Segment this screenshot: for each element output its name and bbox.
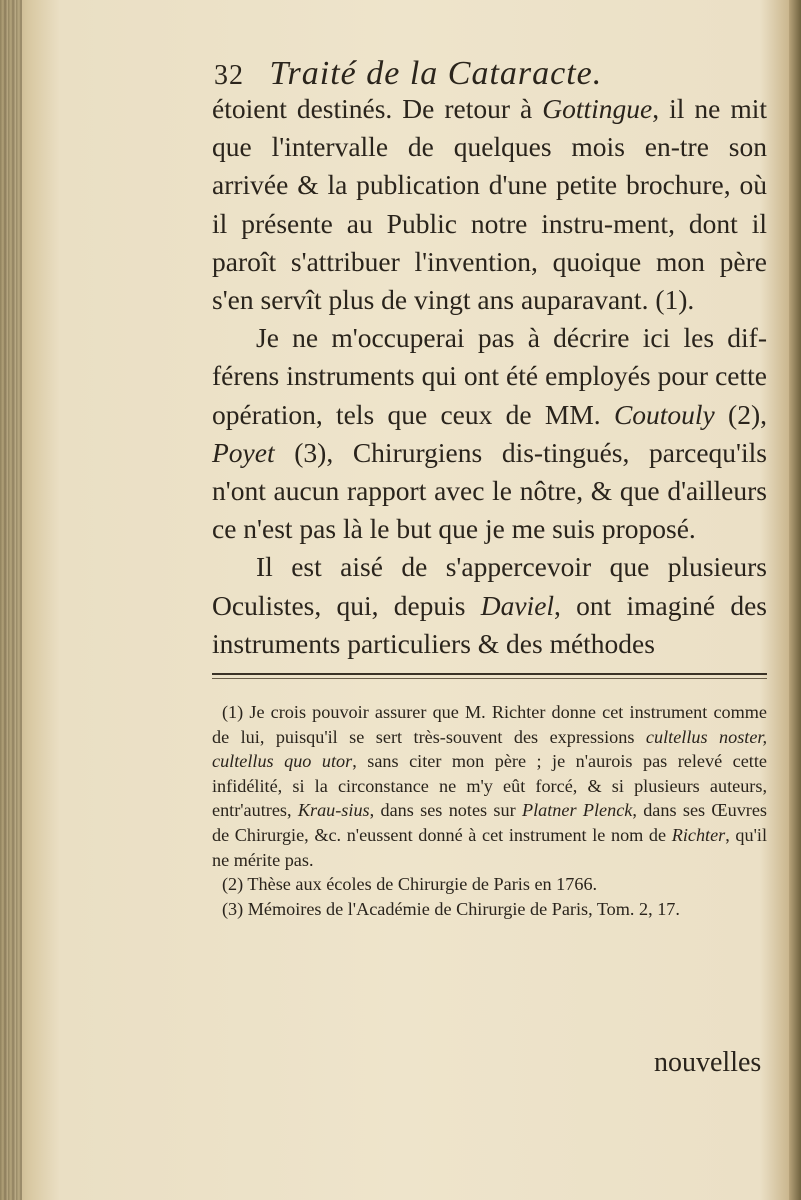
footnote-1	[212, 700, 767, 872]
author-name: Coutouly	[613, 398, 715, 430]
text-span: , ont imaginé des instruments particuliers & des méthodes	[212, 589, 767, 659]
page-header	[214, 55, 602, 93]
running-title: Traité de la Cataracte.	[269, 55, 603, 92]
text-span: étoient destinés. De retour à	[212, 93, 543, 124]
author-name: Daviel	[480, 589, 555, 621]
text-span: Il est aisé de s'appercevoir que plusieurs Oculistes, qui, depuis	[212, 551, 767, 621]
text-span: , il ne mit que l'intervalle de quelques mois en-tre son arrivée & la publication d'une petite brochure, où il présente au Public notre instru-ment, dont il paroît s'attribuer l'invention, quoique mon père s'en servît plus de vingt ans auparavant. (1).	[212, 93, 767, 316]
page-edge	[789, 0, 801, 1200]
paragraph-3	[212, 548, 767, 663]
footnotes	[212, 700, 767, 921]
footnote-2: (2) Thèse aux écoles de Chirurgie de Paris en 1766.	[222, 874, 598, 895]
paragraph-2	[212, 319, 767, 548]
author-name: Richter	[671, 824, 726, 845]
paragraph-1	[212, 90, 767, 319]
page-gutter	[0, 0, 22, 1200]
catchword: nouvelles	[654, 1047, 762, 1078]
text-span: , dans ses Œuvres de Chirurgie, &c. n'eussent donné à cet instrument le nom de	[212, 800, 767, 845]
footnote-rule	[212, 673, 767, 679]
text-span: , sans citer mon père ; je n'aurois pas relevé cette infidélité, si la circonstance ne m'y eût forcé, & si plusieurs auteurs, entr'autres,	[212, 751, 767, 821]
footnote-3: (3) Mémoires de l'Académie de Chirurgie de Paris, Tom. 2, 17.	[222, 898, 680, 919]
text-span: Je ne m'occuperai pas à décrire ici les dif-férens instruments qui ont été employés pour cette opération, tels que ceux de MM.	[212, 322, 767, 430]
text-span: (2),	[714, 398, 767, 430]
text-span: (1) Je crois pouvoir assurer que M. Richter donne cet instrument comme de lui, puisqu'il se sert très-souvent des expressions	[212, 702, 767, 747]
latin-terms: cultellus noster, cultellus quo utor	[212, 726, 768, 772]
text-span: , dans ses notes sur	[369, 800, 522, 821]
place-name: Gottingue	[542, 93, 653, 124]
author-name: Poyet	[212, 436, 275, 468]
author-name: Krau-sius	[297, 800, 370, 821]
text-span: (3), Chirurgiens dis-tingués, parcequ'ils n'ont aucun rapport avec le nôtre, & que d'ailleurs ce n'est pas là le but que je me suis proposé.	[212, 436, 767, 545]
text-span: , qu'il ne mérite pas.	[212, 824, 768, 870]
main-text	[212, 90, 767, 663]
author-name: Platner Plenck	[521, 800, 633, 821]
page-number: 32	[214, 60, 244, 91]
